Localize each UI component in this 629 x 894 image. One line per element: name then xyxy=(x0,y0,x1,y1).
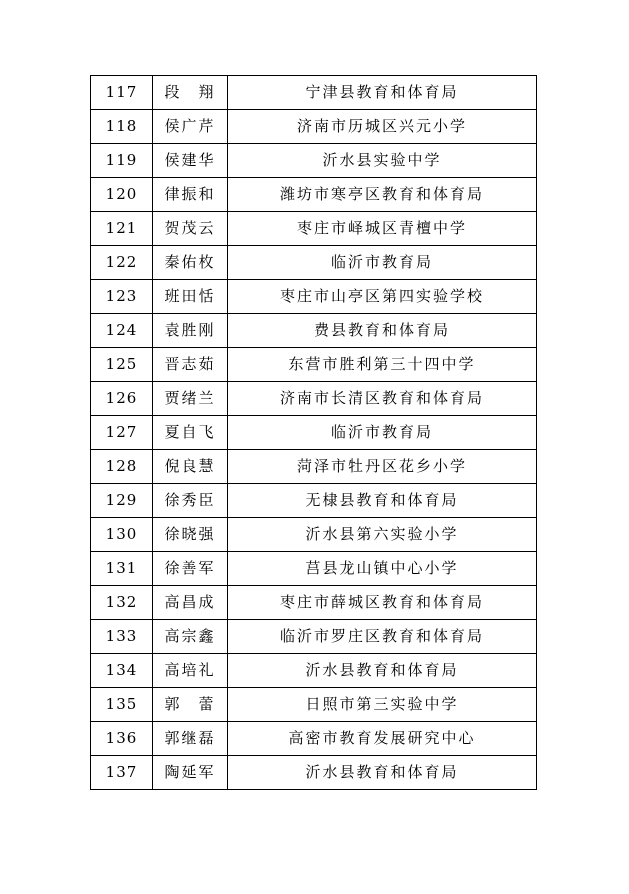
roster-table xyxy=(90,75,537,790)
row-number-cell: 127 xyxy=(91,416,153,450)
table-row xyxy=(91,246,537,280)
organization-cell: 沂水县教育和体育局 xyxy=(228,654,537,688)
organization-cell: 潍坊市寒亭区教育和体育局 xyxy=(228,178,537,212)
table-row xyxy=(91,178,537,212)
organization-cell: 日照市第三实验中学 xyxy=(228,688,537,722)
row-number-cell: 120 xyxy=(91,178,153,212)
person-name-cell: 秦佑枚 xyxy=(153,246,228,280)
row-number-cell: 133 xyxy=(91,620,153,654)
row-number-cell: 135 xyxy=(91,688,153,722)
person-name-cell: 徐秀臣 xyxy=(153,484,228,518)
row-number-cell: 118 xyxy=(91,110,153,144)
person-name-cell: 律振和 xyxy=(153,178,228,212)
organization-cell: 枣庄市山亭区第四实验学校 xyxy=(228,280,537,314)
organization-cell: 无棣县教育和体育局 xyxy=(228,484,537,518)
organization-cell: 临沂市教育局 xyxy=(228,416,537,450)
organization-cell: 枣庄市薛城区教育和体育局 xyxy=(228,586,537,620)
roster-table-body xyxy=(91,76,537,790)
person-name-cell: 高宗鑫 xyxy=(153,620,228,654)
organization-cell: 高密市教育发展研究中心 xyxy=(228,722,537,756)
person-name-cell: 袁胜刚 xyxy=(153,314,228,348)
person-name-cell: 班田恬 xyxy=(153,280,228,314)
row-number-cell: 129 xyxy=(91,484,153,518)
row-number-cell: 117 xyxy=(91,76,153,110)
table-row xyxy=(91,110,537,144)
organization-cell: 东营市胜利第三十四中学 xyxy=(228,348,537,382)
row-number-cell: 119 xyxy=(91,144,153,178)
row-number-cell: 123 xyxy=(91,280,153,314)
row-number-cell: 137 xyxy=(91,756,153,790)
row-number-cell: 126 xyxy=(91,382,153,416)
table-row xyxy=(91,280,537,314)
organization-cell: 莒县龙山镇中心小学 xyxy=(228,552,537,586)
table-row xyxy=(91,518,537,552)
table-row xyxy=(91,654,537,688)
person-name-cell: 高培礼 xyxy=(153,654,228,688)
organization-cell: 费县教育和体育局 xyxy=(228,314,537,348)
table-row xyxy=(91,688,537,722)
table-row xyxy=(91,76,537,110)
organization-cell: 沂水县教育和体育局 xyxy=(228,756,537,790)
row-number-cell: 124 xyxy=(91,314,153,348)
table-row xyxy=(91,314,537,348)
organization-cell: 沂水县第六实验小学 xyxy=(228,518,537,552)
table-row xyxy=(91,620,537,654)
organization-cell: 菏泽市牡丹区花乡小学 xyxy=(228,450,537,484)
row-number-cell: 132 xyxy=(91,586,153,620)
row-number-cell: 131 xyxy=(91,552,153,586)
table-row xyxy=(91,212,537,246)
row-number-cell: 122 xyxy=(91,246,153,280)
table-row xyxy=(91,416,537,450)
person-name-cell: 倪良慧 xyxy=(153,450,228,484)
person-name-cell: 段 翔 xyxy=(153,76,228,110)
row-number-cell: 121 xyxy=(91,212,153,246)
table-row xyxy=(91,382,537,416)
person-name-cell: 侯建华 xyxy=(153,144,228,178)
person-name-cell: 贺茂云 xyxy=(153,212,228,246)
person-name-cell: 徐善军 xyxy=(153,552,228,586)
person-name-cell: 高昌成 xyxy=(153,586,228,620)
organization-cell: 临沂市教育局 xyxy=(228,246,537,280)
organization-cell: 临沂市罗庄区教育和体育局 xyxy=(228,620,537,654)
table-row xyxy=(91,756,537,790)
person-name-cell: 晋志茹 xyxy=(153,348,228,382)
person-name-cell: 侯广芹 xyxy=(153,110,228,144)
table-row xyxy=(91,450,537,484)
person-name-cell: 陶延军 xyxy=(153,756,228,790)
table-row xyxy=(91,144,537,178)
row-number-cell: 128 xyxy=(91,450,153,484)
organization-cell: 济南市历城区兴元小学 xyxy=(228,110,537,144)
person-name-cell: 贾绪兰 xyxy=(153,382,228,416)
table-row xyxy=(91,586,537,620)
person-name-cell: 徐晓强 xyxy=(153,518,228,552)
table-row xyxy=(91,348,537,382)
organization-cell: 宁津县教育和体育局 xyxy=(228,76,537,110)
table-row xyxy=(91,484,537,518)
row-number-cell: 125 xyxy=(91,348,153,382)
organization-cell: 济南市长清区教育和体育局 xyxy=(228,382,537,416)
person-name-cell: 郭 蕾 xyxy=(153,688,228,722)
table-row xyxy=(91,722,537,756)
organization-cell: 枣庄市峄城区青檀中学 xyxy=(228,212,537,246)
row-number-cell: 134 xyxy=(91,654,153,688)
row-number-cell: 130 xyxy=(91,518,153,552)
table-row xyxy=(91,552,537,586)
person-name-cell: 郭继磊 xyxy=(153,722,228,756)
row-number-cell: 136 xyxy=(91,722,153,756)
person-name-cell: 夏自飞 xyxy=(153,416,228,450)
organization-cell: 沂水县实验中学 xyxy=(228,144,537,178)
